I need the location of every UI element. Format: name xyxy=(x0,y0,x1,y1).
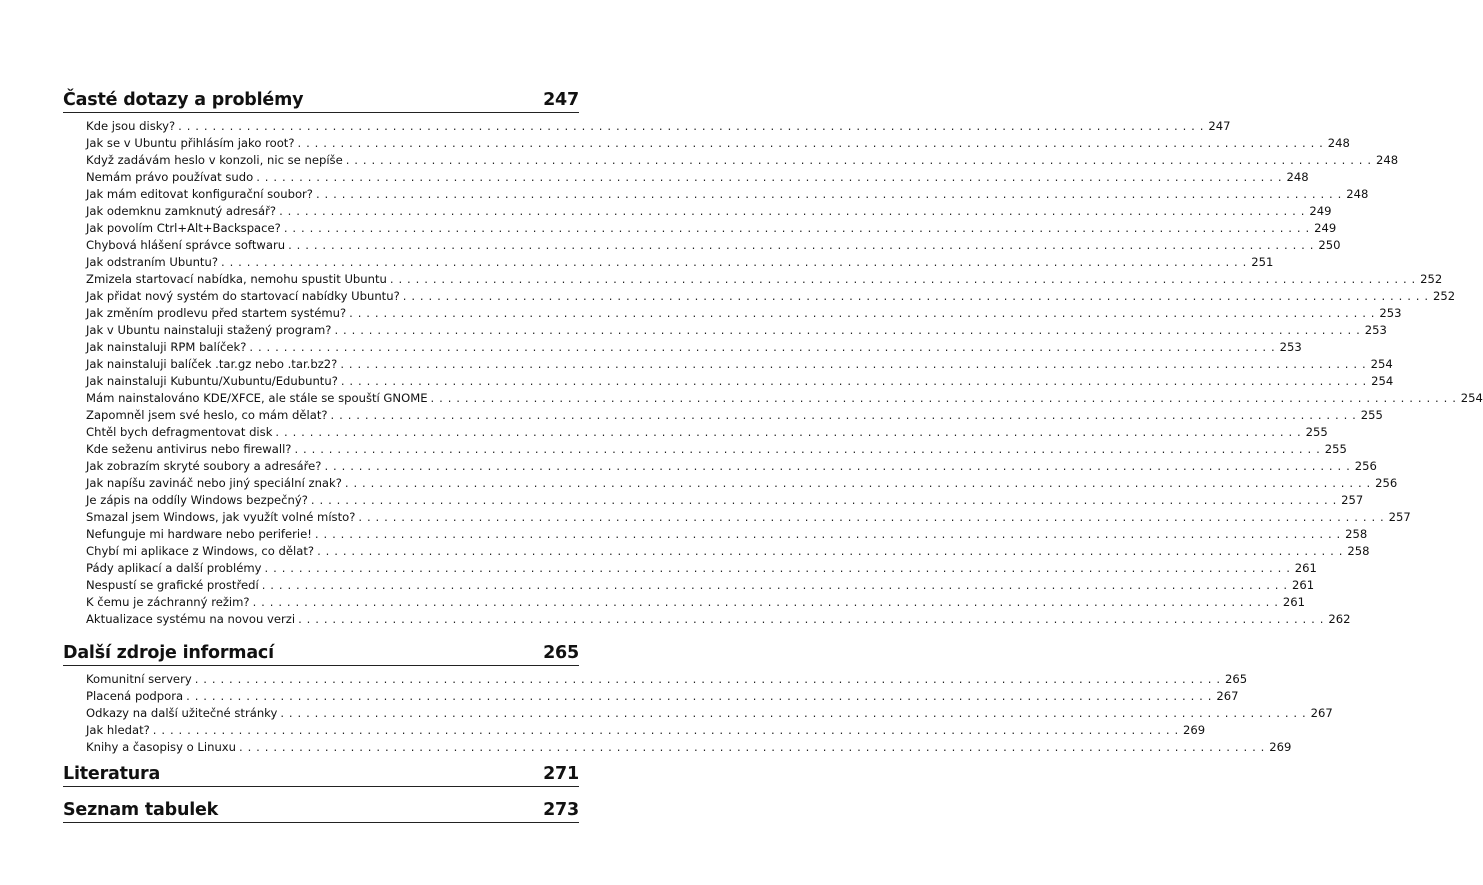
toc-entry[interactable] xyxy=(86,705,1333,722)
toc-entry[interactable] xyxy=(86,373,1394,390)
toc-entry[interactable] xyxy=(86,543,1370,560)
entry-page: 252 xyxy=(1432,289,1456,303)
toc-entry[interactable] xyxy=(86,322,1387,339)
entry-title: Jak přidat nový systém do startovací nabídky Ubuntu? xyxy=(86,289,400,303)
entry-page: 253 xyxy=(1279,340,1302,354)
dot-leader: ........................................................................................................................ xyxy=(340,357,1371,371)
toc-entry[interactable] xyxy=(86,441,1347,458)
entry-title: Jak nainstaluji Kubuntu/Xubuntu/Edubuntu? xyxy=(86,374,338,388)
entry-title: Nespustí se grafické prostředí xyxy=(86,578,259,592)
entry-page: 255 xyxy=(1360,408,1383,422)
dot-leader: ........................................................................................................................ xyxy=(334,323,1365,337)
chapter-title: Seznam tabulek xyxy=(63,800,219,820)
dot-leader: ........................................................................................................................ xyxy=(314,527,1346,541)
entry-title: Chtěl bych defragmentovat disk xyxy=(86,425,273,439)
dot-leader: ........................................................................................................................ xyxy=(294,442,1325,456)
entry-page: 256 xyxy=(1354,459,1377,473)
toc-entry[interactable] xyxy=(86,305,1402,322)
entry-page: 253 xyxy=(1379,306,1402,320)
toc-entry[interactable] xyxy=(86,390,1483,407)
toc-chapter[interactable] xyxy=(63,642,579,666)
toc-entry[interactable] xyxy=(86,475,1398,492)
entry-title: Jak se v Ubuntu přihlásím jako root? xyxy=(86,136,295,150)
entry-page: 262 xyxy=(1328,612,1351,626)
entry-title: Jak napíšu zavináč nebo jiný speciální znak? xyxy=(86,476,342,490)
toc-entry[interactable] xyxy=(86,492,1364,509)
toc-entry[interactable] xyxy=(86,356,1393,373)
entry-page: 257 xyxy=(1341,493,1364,507)
entry-title: Knihy a časopisy o Linuxu xyxy=(86,740,236,754)
entry-page: 265 xyxy=(1224,672,1248,686)
entry-title: Kde jsou disky? xyxy=(86,119,176,133)
entry-page: 248 xyxy=(1375,153,1399,167)
entry-page: 251 xyxy=(1251,255,1274,269)
entry-page: 255 xyxy=(1305,425,1328,439)
chapter-page: 247 xyxy=(543,90,579,110)
entry-page: 269 xyxy=(1183,723,1206,737)
entry-page: 261 xyxy=(1282,595,1305,609)
toc-chapter[interactable] xyxy=(63,799,579,823)
entry-title: Jak povolím Ctrl+Alt+Backspace? xyxy=(86,221,281,235)
entry-page: 254 xyxy=(1370,357,1393,371)
entry-page: 248 xyxy=(1286,170,1309,184)
entry-page: 248 xyxy=(1327,136,1350,150)
toc-entry[interactable] xyxy=(86,271,1443,288)
toc-entry[interactable] xyxy=(86,135,1350,152)
entry-page: 248 xyxy=(1346,187,1369,201)
toc-entry[interactable] xyxy=(86,203,1332,220)
entry-title: Jak nainstaluji RPM balíček? xyxy=(86,340,247,354)
toc-chapter[interactable] xyxy=(63,89,579,113)
chapter-page: 273 xyxy=(543,800,579,820)
entry-page: 249 xyxy=(1309,204,1332,218)
dot-leader: ........................................................................................................................ xyxy=(345,153,1376,167)
entry-page: 250 xyxy=(1318,238,1341,252)
chapter-title: Další zdroje informací xyxy=(63,643,274,663)
entry-title: Jak odemknu zamknutý adresář? xyxy=(86,204,277,218)
entry-title: Jak zobrazím skryté soubory a adresáře? xyxy=(86,459,322,473)
toc-entry[interactable] xyxy=(86,509,1411,526)
entry-title: Smazal jsem Windows, jak využít volné místo? xyxy=(86,510,356,524)
dot-leader: ........................................................................................................................ xyxy=(249,340,1280,354)
dot-leader: ........................................................................................................................ xyxy=(358,510,1389,524)
entry-title: Komunitní servery xyxy=(86,672,192,686)
toc-chapter[interactable] xyxy=(63,763,579,787)
entry-title: Chybová hlášení správce softwaru xyxy=(86,238,286,252)
dot-leader: ........................................................................................................................ xyxy=(330,408,1361,422)
dot-leader: ........................................................................................................................ xyxy=(283,221,1315,235)
chapter-title: Literatura xyxy=(63,764,161,784)
toc-entry[interactable] xyxy=(86,688,1239,705)
dot-leader: ........................................................................................................................ xyxy=(264,561,1295,575)
entry-title: Nemám právo používat sudo xyxy=(86,170,254,184)
dot-leader: ........................................................................................................................ xyxy=(256,170,1287,184)
dot-leader: ........................................................................................................................ xyxy=(310,493,1342,507)
toc-entry[interactable] xyxy=(86,237,1341,254)
dot-leader: ........................................................................................................................ xyxy=(288,238,1319,252)
entry-title: Chybí mi aplikace z Windows, co dělat? xyxy=(86,544,315,558)
dot-leader: ........................................................................................................................ xyxy=(261,578,1292,592)
entry-title: Jak hledat? xyxy=(86,723,150,737)
entry-title: Odkazy na další užitečné stránky xyxy=(86,706,278,720)
dot-leader: ........................................................................................................................ xyxy=(349,306,1380,320)
dot-leader: ........................................................................................................................ xyxy=(324,459,1355,473)
entry-page: 249 xyxy=(1314,221,1337,235)
chapter-title: Časté dotazy a problémy xyxy=(63,90,304,110)
toc-entry[interactable] xyxy=(86,577,1315,594)
entry-page: 253 xyxy=(1364,323,1387,337)
entry-title: Placená podpora xyxy=(86,689,184,703)
dot-leader: ........................................................................................................................ xyxy=(239,740,1270,754)
entry-page: 267 xyxy=(1310,706,1333,720)
entry-title: Když zadávám heslo v konzoli, nic se nepíše xyxy=(86,153,343,167)
dot-leader: ........................................................................................................................ xyxy=(317,544,1348,558)
entry-title: Kde seženu antivirus nebo firewall? xyxy=(86,442,292,456)
dot-leader: ........................................................................................................................ xyxy=(275,425,1306,439)
toc-entry[interactable] xyxy=(86,594,1305,611)
toc-entry[interactable] xyxy=(86,739,1292,756)
toc-entry[interactable] xyxy=(86,288,1456,305)
entry-page: 269 xyxy=(1269,740,1292,754)
dot-leader: ........................................................................................................................ xyxy=(340,374,1372,388)
entry-title: Jak odstraním Ubuntu? xyxy=(86,255,218,269)
entry-page: 255 xyxy=(1324,442,1347,456)
entry-title: Jak změním prodlevu před startem systému? xyxy=(86,306,347,320)
toc-entry[interactable] xyxy=(86,220,1337,237)
toc-entry[interactable] xyxy=(86,254,1274,271)
entry-page: 257 xyxy=(1388,510,1411,524)
dot-leader: ........................................................................................................................ xyxy=(194,672,1225,686)
toc-entry[interactable] xyxy=(86,186,1369,203)
dot-leader: ........................................................................................................................ xyxy=(402,289,1433,303)
entry-page: 261 xyxy=(1294,561,1317,575)
entry-page: 258 xyxy=(1345,527,1368,541)
dot-leader: ........................................................................................................................ xyxy=(280,706,1311,720)
toc-entry[interactable] xyxy=(86,458,1377,475)
entry-title: Zmizela startovací nabídka, nemohu spustit Ubuntu xyxy=(86,272,387,286)
toc-entry[interactable] xyxy=(86,526,1368,543)
entry-title: Nefunguje mi hardware nebo periferie! xyxy=(86,527,312,541)
entry-page: 258 xyxy=(1347,544,1370,558)
entry-page: 247 xyxy=(1208,119,1231,133)
entry-page: 252 xyxy=(1420,272,1443,286)
entry-page: 254 xyxy=(1371,374,1394,388)
dot-leader: ........................................................................................................................ xyxy=(178,119,1209,133)
toc-entry[interactable] xyxy=(86,407,1383,424)
entry-title: Aktualizace systému na novou verzi xyxy=(86,612,296,626)
chapter-page: 265 xyxy=(543,643,579,663)
toc-entry[interactable] xyxy=(86,560,1317,577)
toc-entry[interactable] xyxy=(86,722,1206,739)
entry-title: Zapomněl jsem své heslo, co mám dělat? xyxy=(86,408,328,422)
toc-entry[interactable] xyxy=(86,152,1399,169)
entry-title: Jak mám editovat konfigurační soubor? xyxy=(86,187,313,201)
entry-title: Mám nainstalováno KDE/XFCE, ale stále se spouští GNOME xyxy=(86,391,428,405)
toc-entry[interactable] xyxy=(86,671,1248,688)
dot-leader: ........................................................................................................................ xyxy=(220,255,1252,269)
dot-leader: ........................................................................................................................ xyxy=(279,204,1310,218)
dot-leader: ........................................................................................................................ xyxy=(298,612,1329,626)
entry-page: 254 xyxy=(1460,391,1483,405)
entry-title: K čemu je záchranný režim? xyxy=(86,595,250,609)
toc-entry[interactable] xyxy=(86,339,1302,356)
entry-page: 261 xyxy=(1291,578,1315,592)
entry-page: 267 xyxy=(1216,689,1239,703)
entry-page: 256 xyxy=(1375,476,1398,490)
dot-leader: ........................................................................................................................ xyxy=(152,723,1184,737)
dot-leader: ........................................................................................................................ xyxy=(430,391,1461,405)
dot-leader: ........................................................................................................................ xyxy=(186,689,1217,703)
toc-entry[interactable] xyxy=(86,424,1328,441)
dot-leader: ........................................................................................................................ xyxy=(344,476,1376,490)
entry-title: Jak v Ubuntu nainstaluji stažený program? xyxy=(86,323,332,337)
entry-title: Pády aplikací a další problémy xyxy=(86,561,262,575)
chapter-page: 271 xyxy=(543,764,579,784)
toc-entry[interactable] xyxy=(86,169,1309,186)
dot-leader: ........................................................................................................................ xyxy=(252,595,1283,609)
dot-leader: ........................................................................................................................ xyxy=(297,136,1328,150)
dot-leader: ........................................................................................................................ xyxy=(315,187,1347,201)
toc-entry[interactable] xyxy=(86,611,1351,628)
toc-entry[interactable] xyxy=(86,118,1231,135)
entry-title: Jak nainstaluji balíček .tar.gz nebo .tar.bz2? xyxy=(86,357,338,371)
entry-title: Je zápis na oddíly Windows bezpečný? xyxy=(86,493,308,507)
dot-leader: ........................................................................................................................ xyxy=(389,272,1421,286)
